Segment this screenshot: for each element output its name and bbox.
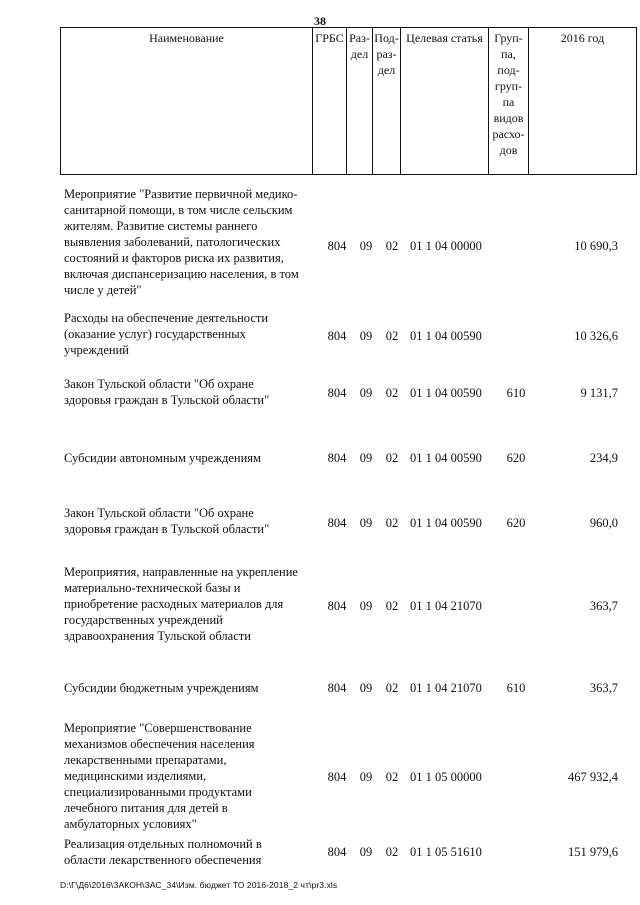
row-grbs: 804	[327, 386, 347, 400]
row-amount: 960,0	[589, 516, 618, 530]
row-razdel: 09	[359, 681, 373, 695]
file-path-footer: D:\Г\Д6\2016\ЗАКОН\ЗАС_34\Изм. бюджет ТО 2016-2018_2 чт\pr3.xls	[60, 880, 338, 890]
row-razdel: 09	[359, 516, 373, 530]
row-podrazdel: 02	[385, 845, 399, 859]
row-razdel: 09	[359, 386, 373, 400]
header-razdel: Раз- дел	[347, 28, 373, 175]
row-podrazdel: 02	[385, 386, 399, 400]
row-name: Расходы на обеспечение деятельности (оказание услуг) государственных учреждений	[64, 311, 269, 357]
row-name: Субсидии бюджетным учреждениям	[64, 681, 259, 695]
row-target: 01 1 05 51610	[410, 845, 482, 859]
row-group: 610	[506, 681, 526, 695]
row-amount: 467 932,4	[568, 770, 618, 784]
row-target: 01 1 04 00000	[410, 239, 482, 253]
row-amount: 9 131,7	[580, 386, 618, 400]
header-podrazdel: Под- раз- дел	[373, 28, 401, 175]
row-name: Мероприятие "Развитие первичной медико- санитарной помощи, в том числе сельским жителям. Развитие системы раннего выявления заболеваний, патологических состояний и факторов риска их развития, включая диспансеризацию населения, в том числе у детей"	[64, 187, 299, 297]
row-name: Закон Тульской области "Об охране здоровья граждан в Тульской области"	[64, 506, 270, 536]
row-grbs: 804	[327, 239, 347, 253]
row-razdel: 09	[359, 845, 373, 859]
row-target: 01 1 04 00590	[410, 451, 482, 465]
header-name: Наименование	[61, 28, 313, 175]
row-target: 01 1 04 00590	[410, 516, 482, 530]
row-razdel: 09	[359, 329, 373, 343]
row-amount: 10 326,6	[574, 329, 618, 343]
row-grbs: 804	[327, 845, 347, 859]
row-razdel: 09	[359, 770, 373, 784]
row-target: 01 1 05 00000	[410, 770, 482, 784]
row-target: 01 1 04 00590	[410, 329, 482, 343]
row-group: 610	[506, 386, 526, 400]
row-target: 01 1 04 21070	[410, 599, 482, 613]
header-year: 2016 год	[529, 28, 637, 175]
row-name: Закон Тульской области "Об охране здоровья граждан в Тульской области"	[64, 377, 270, 407]
row-name: Реализация отдельных полномочий в области лекарственного обеспечения	[64, 837, 262, 867]
row-group: 620	[506, 516, 526, 530]
row-name: Субсидии автономным учреждениям	[64, 451, 261, 465]
row-podrazdel: 02	[385, 516, 399, 530]
row-group: 620	[506, 451, 526, 465]
row-podrazdel: 02	[385, 681, 399, 695]
row-amount: 10 690,3	[574, 239, 618, 253]
row-podrazdel: 02	[385, 239, 399, 253]
row-amount: 234,9	[589, 451, 618, 465]
header-target: Целевая статья	[401, 28, 489, 175]
row-grbs: 804	[327, 599, 347, 613]
header-grbs: ГРБС	[313, 28, 347, 175]
row-grbs: 804	[327, 770, 347, 784]
row-podrazdel: 02	[385, 599, 399, 613]
row-amount: 363,7	[589, 599, 618, 613]
row-target: 01 1 04 21070	[410, 681, 482, 695]
row-grbs: 804	[327, 516, 347, 530]
row-podrazdel: 02	[385, 770, 399, 784]
row-razdel: 09	[359, 451, 373, 465]
row-name: Мероприятие "Совершенствование механизмов обеспечения населения лекарственными препаратами, медицинскими изделиями, специализированными продуктами лечебного питания для детей в амбулаторных условиях"	[64, 721, 255, 831]
row-amount: 363,7	[589, 681, 618, 695]
row-grbs: 804	[327, 451, 347, 465]
row-grbs: 804	[327, 329, 347, 343]
row-razdel: 09	[359, 239, 373, 253]
row-podrazdel: 02	[385, 329, 399, 343]
row-target: 01 1 04 00590	[410, 386, 482, 400]
page-number: 38	[314, 14, 326, 28]
header-group: Груп- па, под- груп- па видов расхо- дов	[489, 28, 529, 175]
row-amount: 151 979,6	[568, 845, 618, 859]
row-razdel: 09	[359, 599, 373, 613]
row-podrazdel: 02	[385, 451, 399, 465]
row-name: Мероприятия, направленные на укрепление материально-технической базы и приобретение расходных материалов для государственных учреждений здравоохранения Тульской области	[64, 565, 298, 643]
row-grbs: 804	[327, 681, 347, 695]
